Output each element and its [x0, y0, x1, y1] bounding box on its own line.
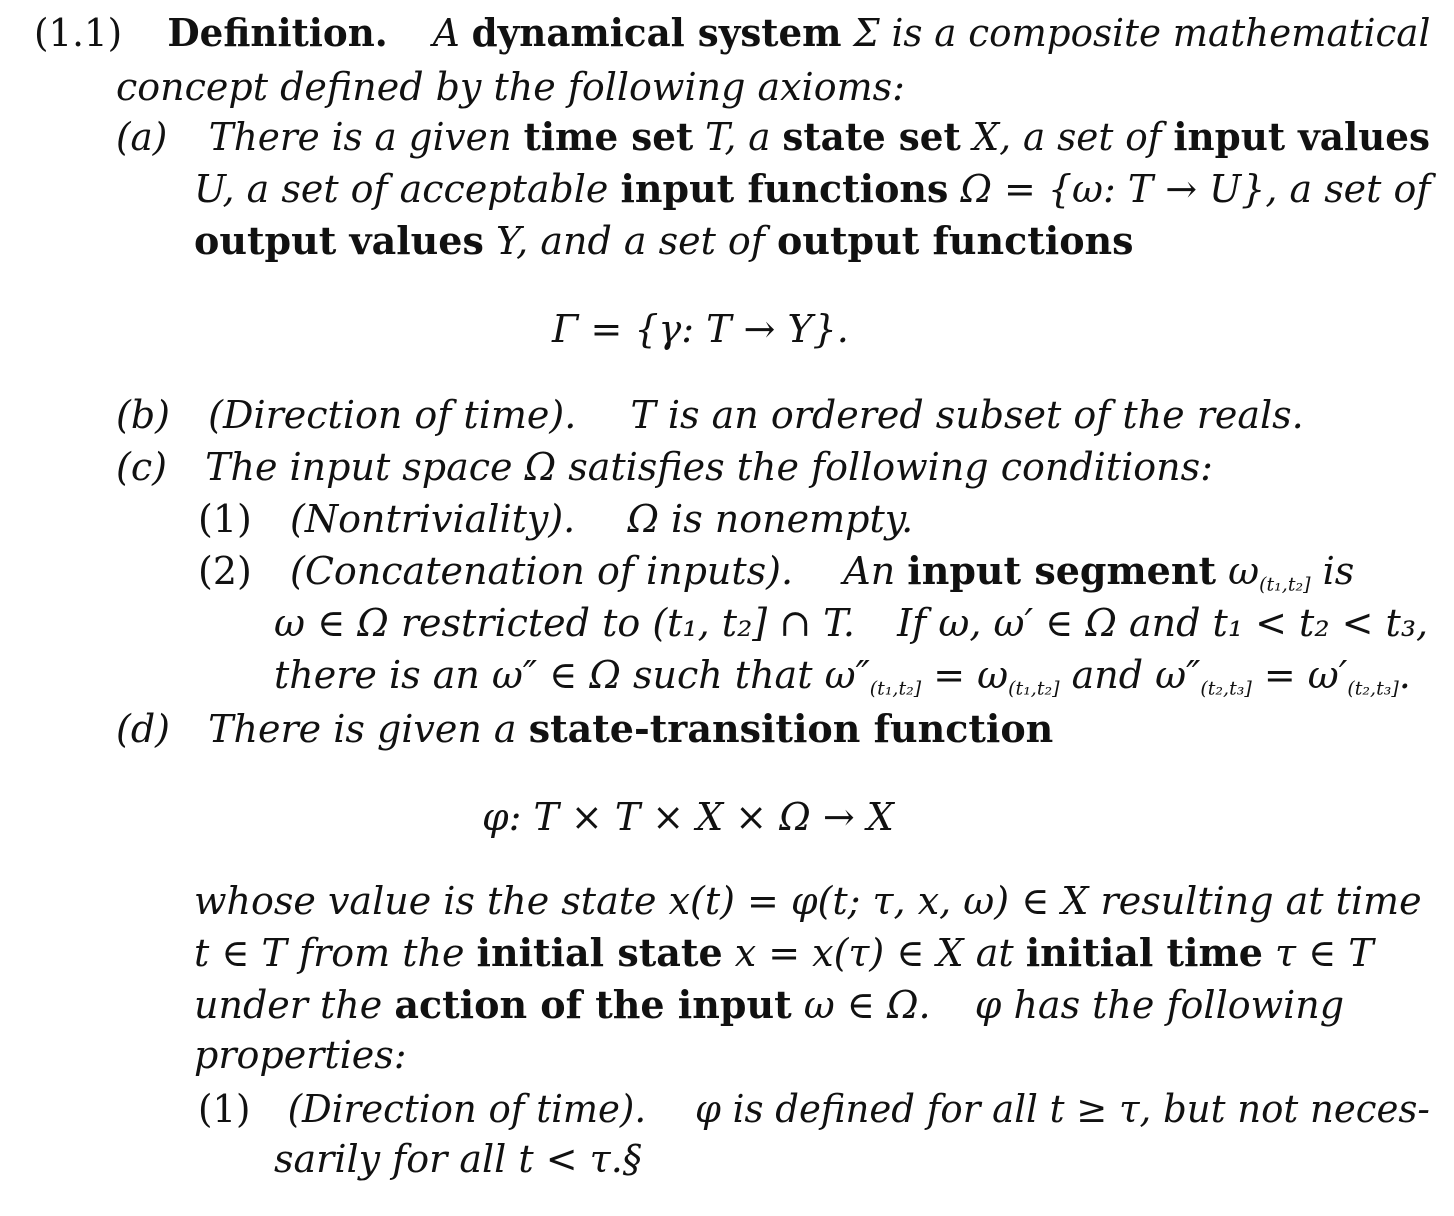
axiom-d1-line-2	[274, 1137, 642, 1181]
formula-state: x(t) = φ(t; τ, x, ω) ∈ X	[668, 879, 1089, 923]
term-output-values: output values	[194, 218, 484, 263]
display-equation-gamma	[552, 307, 849, 351]
definition-intro-a: A	[432, 11, 460, 55]
axiom-a-line-2	[194, 166, 1431, 211]
axiom-a-text: There is a given	[208, 115, 512, 159]
formula-initial-state: x = x(τ) ∈ X	[734, 931, 964, 975]
term-input-functions: input functions	[620, 166, 949, 211]
axiom-d-label: (d)	[116, 707, 170, 751]
axiom-d-line-1	[116, 706, 1054, 751]
axiom-b-heading: (Direction of time).	[208, 393, 577, 437]
axiom-d1-line-1	[198, 1087, 1430, 1131]
axiom-d-text: under the	[194, 983, 383, 1027]
axiom-a-text: a	[748, 115, 771, 159]
axiom-c2-text: If	[897, 601, 927, 645]
term-time-set: time set	[523, 114, 694, 159]
axiom-c2-text: restricted to	[400, 601, 641, 645]
axiom-d-text: There is given a	[208, 707, 517, 751]
term-state-set: state set	[782, 114, 961, 159]
axiom-c2-line-1	[198, 548, 1355, 596]
axiom-c2-heading: (Concatenation of inputs).	[290, 549, 794, 593]
axiom-c1-line	[198, 497, 914, 541]
axiom-a-text: a set of	[1022, 115, 1162, 159]
axiom-a-symbol: X,	[972, 115, 1012, 159]
definition-line-2	[116, 65, 905, 109]
axiom-d-text: resulting at time	[1100, 879, 1422, 923]
axiom-c2-text: An	[843, 549, 896, 593]
term-initial-time: initial time	[1025, 930, 1263, 975]
axiom-d-para-line-2	[194, 930, 1374, 975]
formula-interval: (t₁, t₂] ∩ T.	[652, 601, 855, 645]
axiom-c2-text: such that	[633, 653, 813, 697]
axiom-a-symbol: U,	[194, 167, 235, 211]
axiom-a-line-3	[194, 218, 1134, 263]
axiom-c2-text: and	[1128, 601, 1201, 645]
formula-omega-segment: $\omega_{(t_1,t_2]}$	[1228, 549, 1311, 596]
axiom-d1-label: (1)	[198, 1087, 251, 1131]
axiom-c-label: (c)	[116, 445, 167, 489]
axiom-d-para-line-4	[194, 1033, 407, 1077]
axiom-a-line-1	[116, 114, 1431, 159]
axiom-c-line-1	[116, 445, 1213, 489]
axiom-c2-text: is	[1322, 549, 1355, 593]
definition-number: (1.1)	[34, 11, 123, 55]
formula-t-in-T: t ∈ T	[194, 931, 287, 975]
definition-intro-term: dynamical system	[471, 10, 842, 55]
axiom-d-text: from the	[299, 931, 465, 975]
axiom-b-text: T is an ordered subset of the reals.	[630, 393, 1304, 437]
formula-omega-dprime: ω″ ∈ Ω	[491, 653, 621, 697]
definition-intro-line2: concept defined by the following axioms:	[116, 65, 905, 109]
axiom-d-para-line-3	[194, 982, 1345, 1027]
formula-concat-1: $\omega''_{(t_1,t_2]} = \omega_{(t_1,t_2]}$	[824, 653, 1060, 700]
formula-times-order: t₁ < t₂ < t₃,	[1212, 601, 1429, 645]
term-action-of-input: action of the input	[394, 982, 792, 1027]
axiom-d-text: φ has the following	[974, 983, 1345, 1027]
formula-omega-set: Ω = {ω: T → U},	[960, 167, 1278, 211]
definition-intro-b: Σ is a composite mathematical	[853, 11, 1431, 55]
formula-omegas: ω, ω′ ∈ Ω	[938, 601, 1117, 645]
axiom-c1-heading: (Nontriviality).	[290, 497, 576, 541]
axiom-c2-text: and	[1071, 653, 1144, 697]
term-input-values: input values	[1173, 114, 1431, 159]
axiom-a-symbol: Y,	[495, 219, 529, 263]
axiom-a-label: (a)	[116, 115, 168, 159]
axiom-d1-heading: (Direction of time).	[287, 1087, 647, 1131]
axiom-d-para-line-1	[194, 879, 1422, 923]
definition-line-1	[34, 10, 1431, 55]
formula-tau-in-T: τ ∈ T	[1274, 931, 1374, 975]
axiom-b-label: (b)	[116, 393, 170, 437]
axiom-a-text: a set of acceptable	[246, 167, 609, 211]
axiom-d-text: properties:	[194, 1033, 407, 1077]
axiom-c2-text: there is an	[274, 653, 480, 697]
term-output-functions: output functions	[776, 218, 1134, 263]
axiom-c-text: The input space Ω satisfies the following conditions:	[205, 445, 1213, 489]
axiom-c2-line-2	[274, 601, 1429, 645]
axiom-a-symbol: T,	[705, 115, 737, 159]
axiom-c2-label: (2)	[198, 549, 252, 593]
definition-title: Definition.	[167, 10, 388, 55]
formula-omega-in: ω ∈ Ω.	[803, 983, 931, 1027]
axiom-c2-line-3	[274, 653, 1411, 700]
formula-concat-2: $\omega''_{(t_2,t_3]} = \omega'_{(t_2,t_3]}$.	[1155, 653, 1411, 700]
term-state-transition-function: state-transition function	[528, 706, 1054, 751]
formula-omega-in: ω ∈ Ω	[274, 601, 389, 645]
formula-phi: φ: T × T × X × Ω → X	[482, 795, 894, 839]
display-equation-phi	[482, 795, 894, 839]
axiom-d-text: whose value is the state	[194, 879, 657, 923]
axiom-d1-text: sarily for all t < τ.§	[274, 1137, 642, 1181]
axiom-a-text: and a set of	[540, 219, 765, 263]
term-input-segment: input segment	[907, 548, 1217, 593]
axiom-b-line-1	[116, 393, 1304, 437]
axiom-c1-text: Ω is nonempty.	[627, 497, 914, 541]
formula-gamma: Γ = {γ: T → Y}.	[552, 307, 849, 351]
axiom-d-text: at	[975, 931, 1014, 975]
axiom-c1-label: (1)	[198, 497, 252, 541]
term-initial-state: initial state	[476, 930, 723, 975]
axiom-a-text: a set of	[1289, 167, 1431, 211]
axiom-d1-text: φ is defined for all t ≥ τ, but not neces-	[694, 1087, 1430, 1131]
